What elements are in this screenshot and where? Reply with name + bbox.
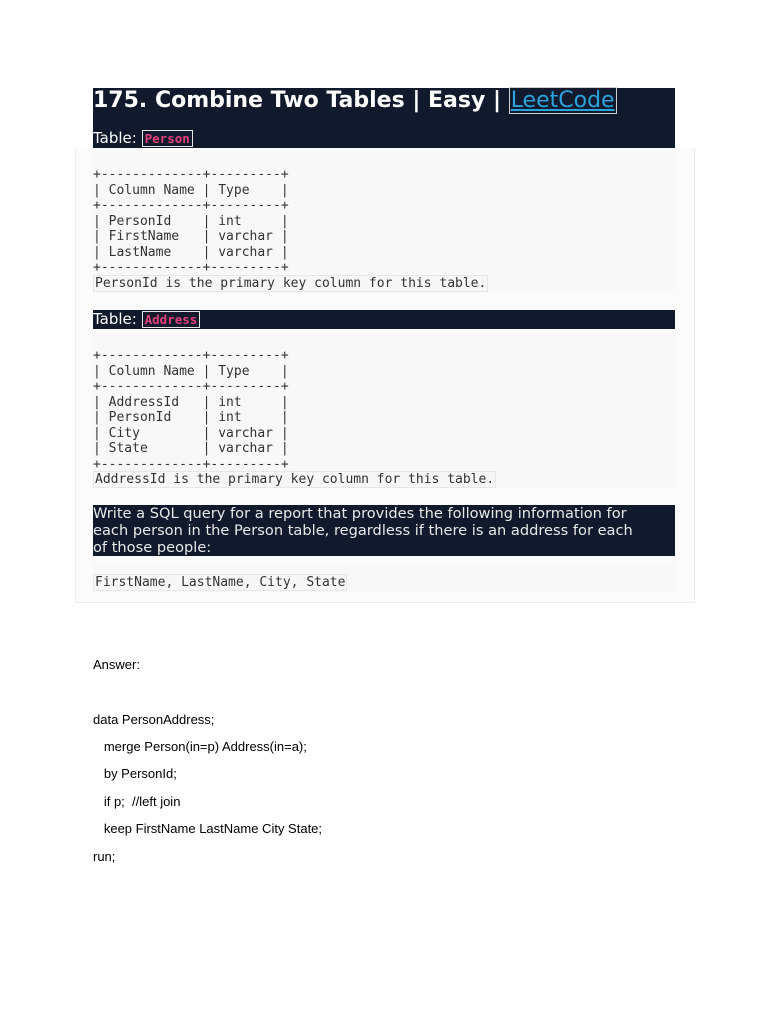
- schema-line: | State | varchar |: [93, 441, 289, 456]
- answer-code-line: by PersonId;: [93, 766, 177, 781]
- schema-line: | City | varchar |: [93, 425, 289, 441]
- answer-code-line: data PersonAddress;: [93, 712, 215, 727]
- answer-label: Answer:: [93, 657, 140, 672]
- schema-line: +-------------+---------+: [93, 260, 289, 275]
- schema-line: +-------------+---------+: [93, 379, 289, 394]
- schema-line: | Column Name | Type |: [93, 363, 289, 379]
- person-table-name: Person: [142, 130, 193, 147]
- person-table-heading: [93, 129, 193, 148]
- page-title: [93, 88, 617, 114]
- schema-line: | LastName | varchar |: [93, 244, 289, 260]
- answer-code-line: merge Person(in=p) Address(in=a);: [93, 739, 307, 754]
- schema-line: +-------------+---------+: [93, 456, 289, 472]
- question-line: each person in the Person table, regardless if there is an address for each: [93, 522, 633, 539]
- output-columns: FirstName, LastName, City, State: [95, 575, 346, 590]
- address-table-name: Address: [142, 311, 201, 328]
- title-text: 175. Combine Two Tables | Easy |: [93, 88, 509, 113]
- leetcode-link[interactable]: LeetCode: [510, 88, 615, 113]
- address-primary-key-note: AddressId is the primary key column for this table.: [95, 472, 495, 487]
- schema-line: +-------------+---------+: [93, 348, 289, 363]
- schema-line: +-------------+---------+: [93, 167, 289, 182]
- person-schema-block: [93, 153, 675, 291]
- person-primary-key-note: PersonId is the primary key column for this table.: [95, 276, 487, 291]
- person-heading-label: Table:: [93, 129, 142, 147]
- answer-code-line: keep FirstName LastName City State;: [93, 821, 323, 836]
- schema-line: | Column Name | Type |: [93, 182, 289, 198]
- question-block: [93, 505, 675, 556]
- person-schema: [93, 167, 289, 276]
- schema-line: | AddressId | int |: [93, 394, 289, 410]
- schema-line: | PersonId | int |: [93, 213, 289, 229]
- answer-code-line: if p; //left join: [93, 794, 181, 809]
- question-line: of those people:: [93, 539, 212, 556]
- address-schema-block: [93, 334, 675, 487]
- address-schema: [93, 348, 289, 472]
- address-table-heading: [93, 310, 675, 329]
- schema-line: +-------------+---------+: [93, 198, 289, 213]
- question-line: Write a SQL query for a report that provides the following information for: [93, 505, 627, 522]
- schema-line: | FirstName | varchar |: [93, 229, 289, 244]
- title-block: [93, 88, 675, 148]
- answer-code-line: run;: [93, 849, 116, 864]
- address-heading-label: Table:: [93, 310, 142, 328]
- schema-line: | PersonId | int |: [93, 410, 289, 425]
